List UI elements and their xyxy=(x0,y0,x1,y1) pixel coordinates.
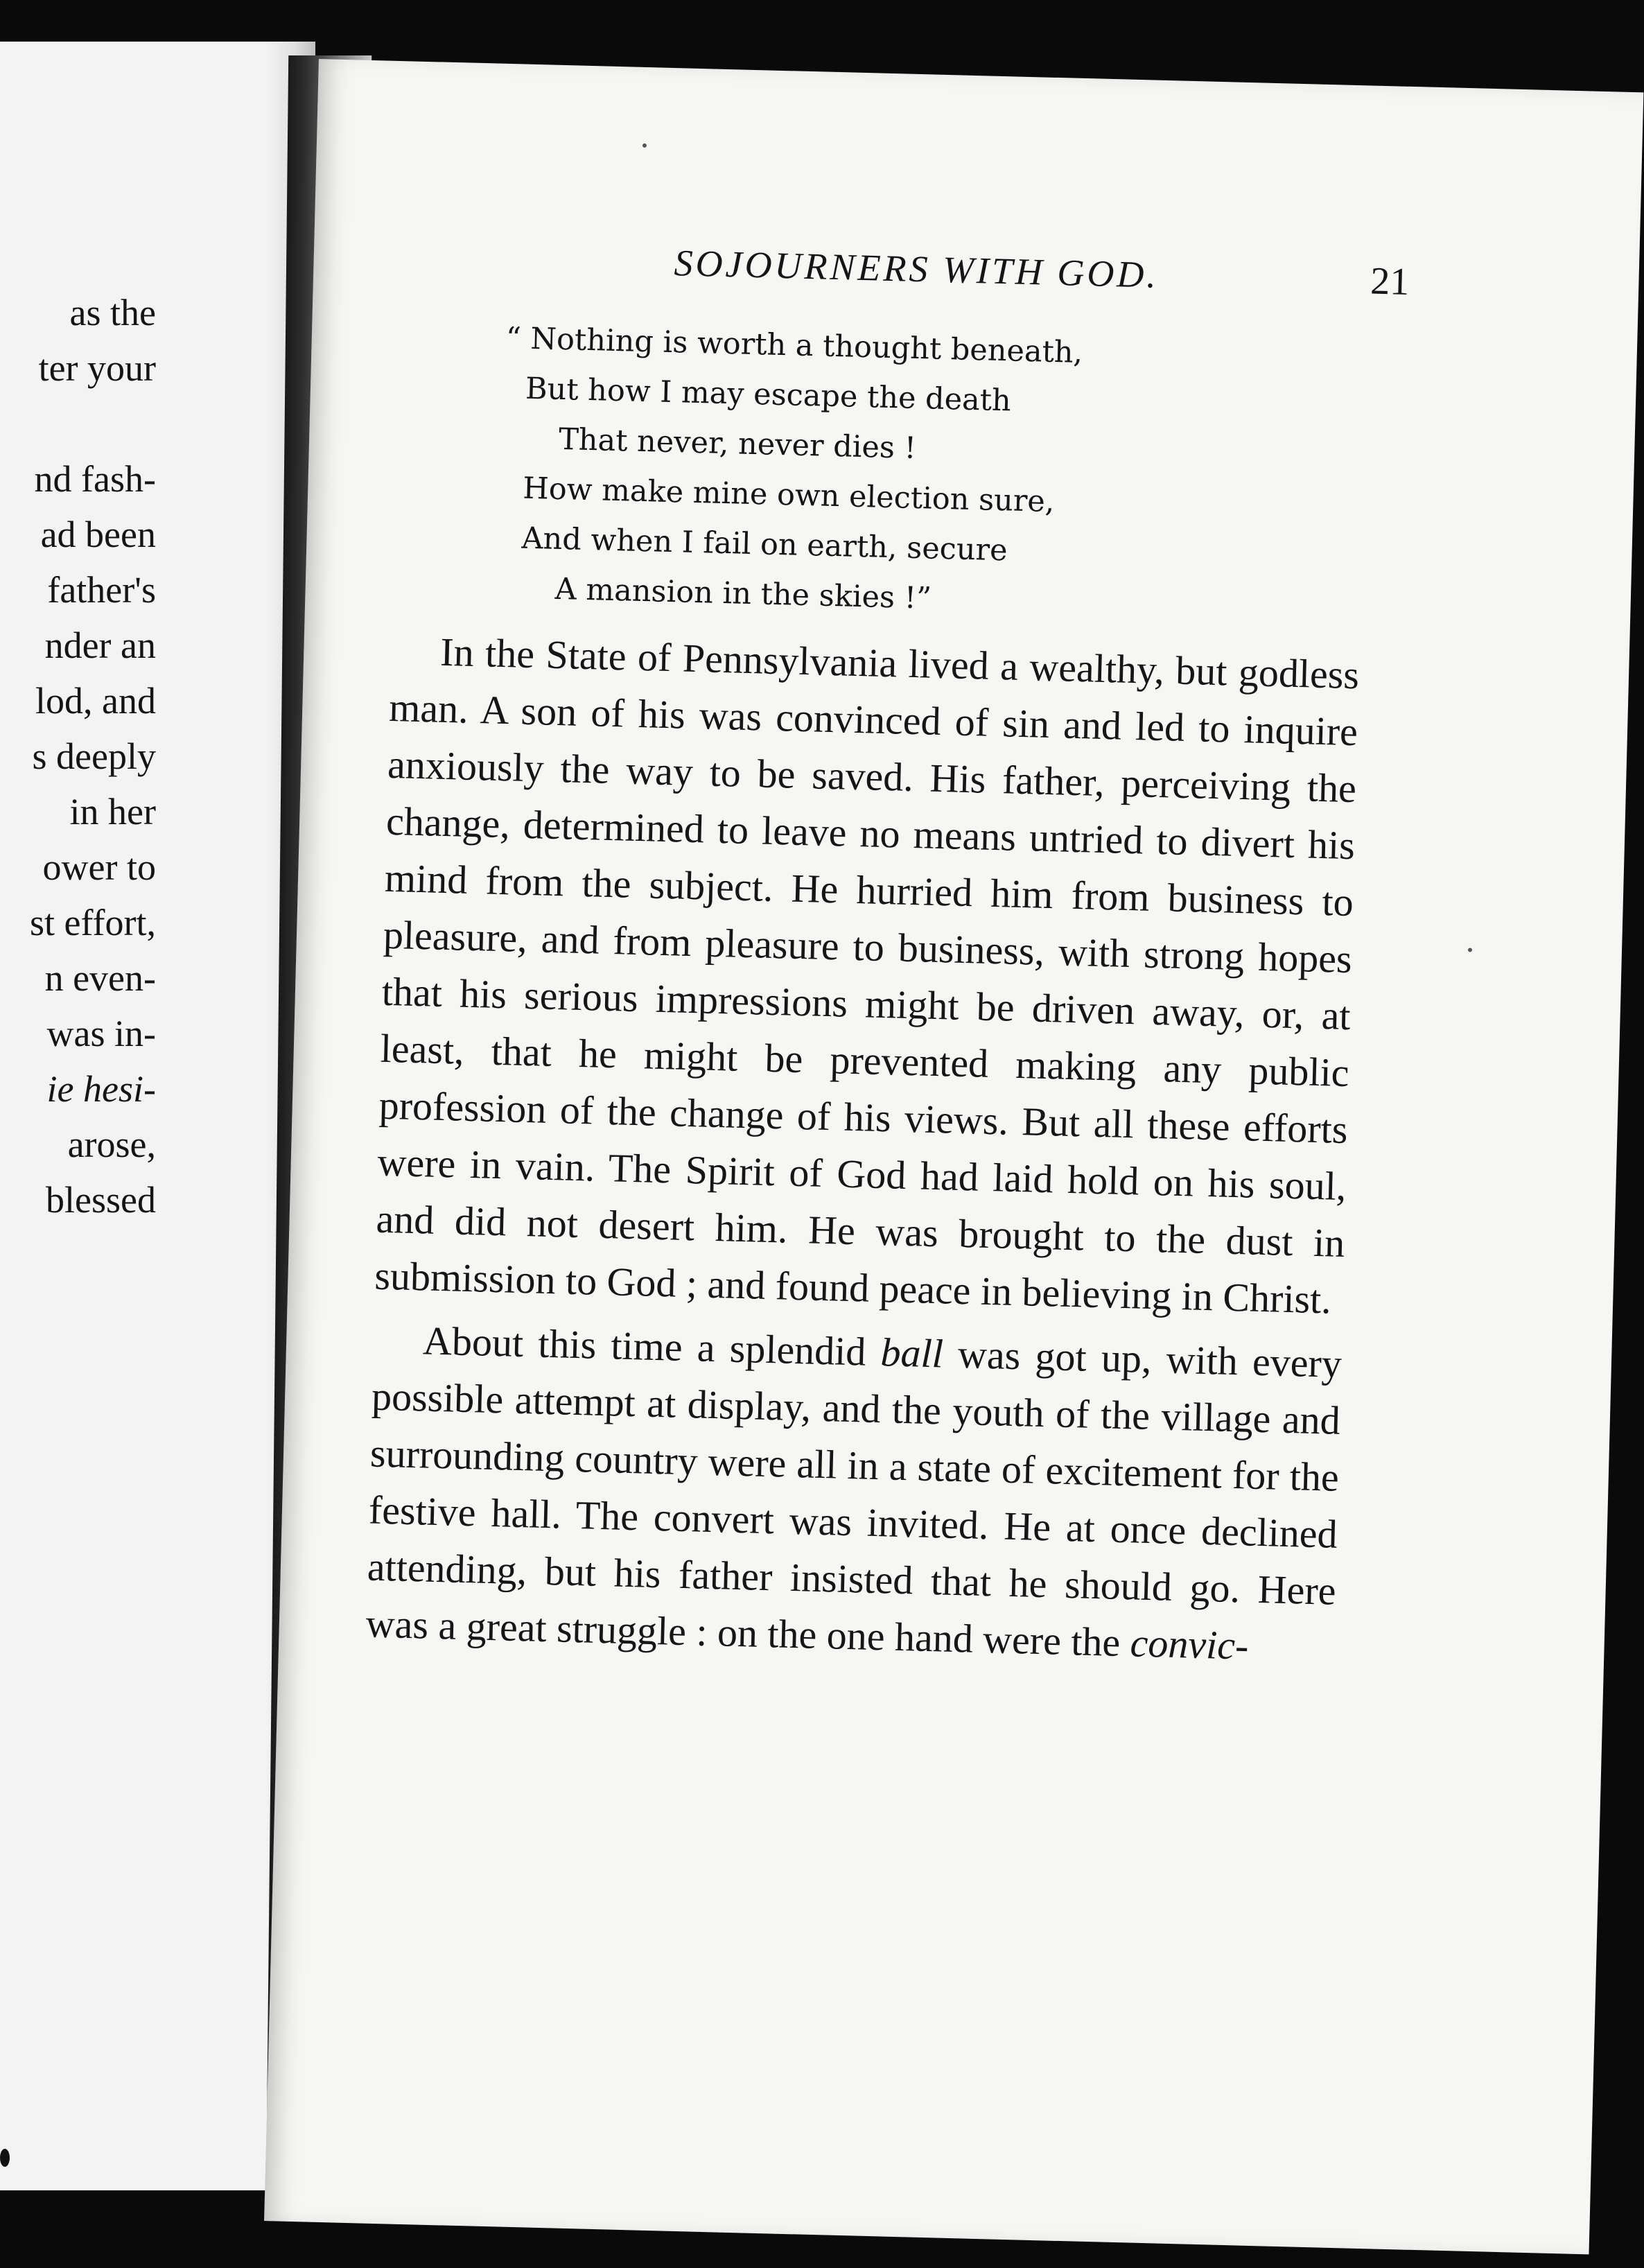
left-line: nd fash- xyxy=(34,458,156,500)
poem-line: But how I may escape the death xyxy=(525,371,1012,419)
poem-line: “ Nothing is worth a thought beneath, xyxy=(505,320,1083,371)
left-line: n even- xyxy=(44,957,156,999)
left-line: in her xyxy=(69,791,156,832)
epigraph-poem xyxy=(505,314,1221,631)
left-line: st effort, xyxy=(30,902,156,943)
page-surface xyxy=(264,59,1643,2254)
left-line: ter your xyxy=(38,347,156,389)
right-page xyxy=(264,59,1643,2254)
left-line: as the xyxy=(69,292,156,333)
left-line: ie hesi- xyxy=(46,1068,156,1110)
ink-blot xyxy=(0,2149,10,2167)
poem-line: That never, never dies ! xyxy=(558,421,917,466)
left-line: ad been xyxy=(40,514,156,555)
left-line: s deeply xyxy=(32,735,156,777)
running-head: SOJOURNERS WITH GOD. xyxy=(673,242,1160,296)
left-line: father's xyxy=(47,569,156,611)
poem-line: How make mine own election sure, xyxy=(522,471,1056,520)
text-run: was got up, with every possible attempt at display, and the youth of the village and surrounding country were all in a state of excitement for the festive hall. The convert was invited. He at once declined attending, but his father insisted that he should go. Here was a great struggle : on the one hand were the xyxy=(365,1331,1343,1666)
left-line: nder an xyxy=(44,625,156,666)
left-line: blessed xyxy=(46,1179,156,1221)
paper-speck xyxy=(642,143,647,148)
poem-line: A mansion in the skies !” xyxy=(554,571,932,616)
poem-line: And when I fail on earth, secure xyxy=(521,521,1008,568)
paragraph: In the State of Pennsylvania lived a wealthy, but godless man. A son of his was convinced of sin and led to inquire anxiously the way to be saved. His father, perceiving the change, determined to leave no means untried to divert his mind from the subject. He hurried him from business to pleasure, and from pleasure to business, with strong hopes that his serious impressions might be driven away, or, at least, that he might be prevented making any public profession of the change of his views. But all these efforts were in vain. The Spirit of God had laid hold on his soul, and did not desert him. He was brought to the dust in submission to God ; and found peace in believing in Christ. xyxy=(374,629,1360,1323)
left-line: arose, xyxy=(67,1124,156,1165)
left-page-text-fragments xyxy=(0,291,156,1400)
paragraph xyxy=(365,1311,1343,1677)
text-run: About this time a splendid xyxy=(422,1318,882,1375)
left-line: ower to xyxy=(42,846,156,888)
left-facing-page xyxy=(0,42,315,2190)
italic-word: ball xyxy=(880,1329,944,1377)
italic-word: convic- xyxy=(1129,1620,1250,1668)
left-line: was in- xyxy=(46,1013,156,1054)
body-text xyxy=(365,622,1360,1684)
left-line: lod, and xyxy=(35,680,156,722)
paper-speck xyxy=(1468,948,1472,952)
page-number: 21 xyxy=(1370,259,1410,304)
